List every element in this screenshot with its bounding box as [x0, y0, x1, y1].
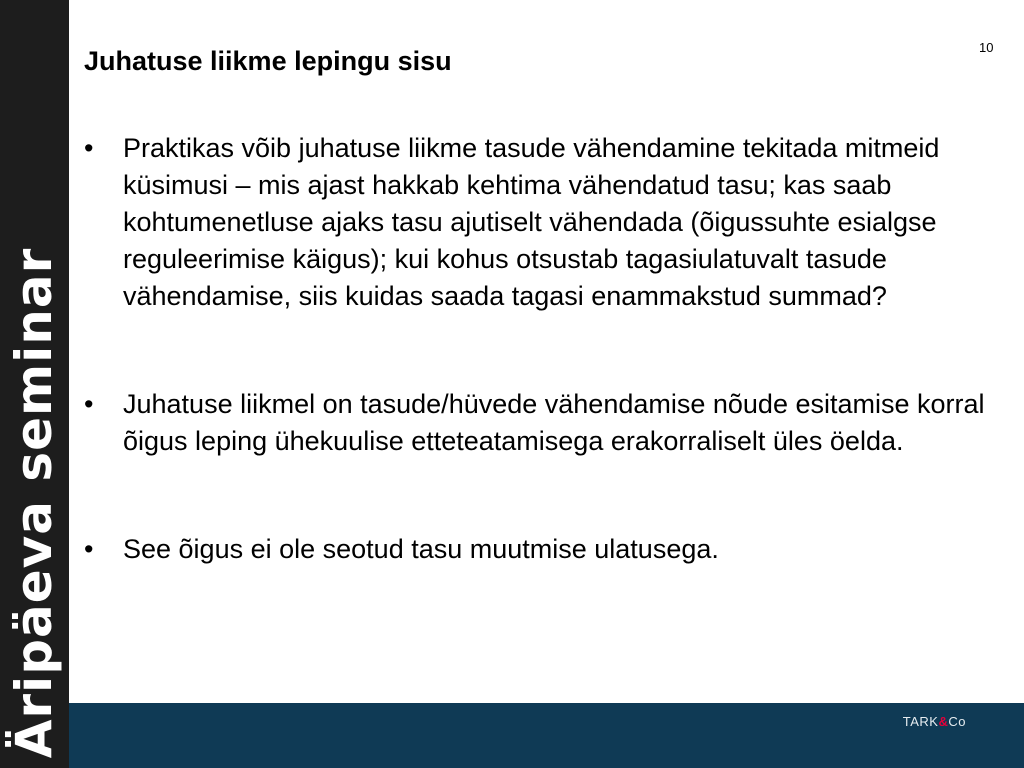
- bullet-list: [84, 130, 989, 568]
- aripaeva-seminar-logo: Äripäeva seminar: [5, 247, 63, 759]
- slide-title: Juhatuse liikme lepingu sisu: [84, 46, 452, 76]
- bullet-marker: •: [84, 534, 94, 564]
- bullet-text: Praktikas võib juhatuse liikme tasude vähendamine tekitada mitmeid küsimusi – mis ajast hakkab kehtima vähendatud tasu; kas saab kohtumenetluse ajaks tasu ajutiselt vähendada (õigussuhte esialgse reguleerimise käigus); kui kohus otsustab tagasiulatuvalt tasude vähendamise, siis kuidas saada tagasi enammakstud summad?: [123, 133, 940, 311]
- bullet-text: Juhatuse liikmel on tasude/hüvede vähendamise nõude esitamise korral õigus leping ühekuulise etteteatamisega erakorraliselt üles öelda.: [123, 389, 985, 456]
- bullet-text: See õigus ei ole seotud tasu muutmise ulatusega.: [123, 534, 719, 564]
- footer-band: [69, 703, 1024, 768]
- logo-text-tark: TARK: [902, 714, 939, 729]
- side-bar: [0, 0, 69, 768]
- logo-text-co: Co: [948, 714, 966, 729]
- bullet-item: [84, 386, 989, 460]
- bullet-item: [84, 531, 989, 568]
- logo-ampersand: &: [938, 714, 949, 729]
- page-number: 10: [979, 40, 994, 55]
- tark-co-logo: [903, 714, 966, 729]
- bullet-marker: •: [84, 389, 94, 419]
- bullet-marker: •: [84, 133, 94, 163]
- bullet-item: [84, 130, 989, 315]
